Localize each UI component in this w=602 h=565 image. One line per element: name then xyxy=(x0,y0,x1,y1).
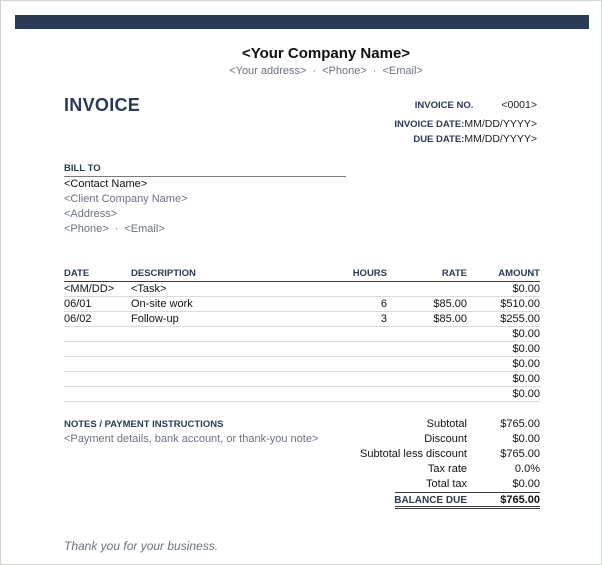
table-row xyxy=(64,297,540,312)
header-rate: RATE xyxy=(441,268,467,279)
due-date-label: DUE DATE: xyxy=(413,134,465,145)
bill-to-client-company: <Client Company Name> xyxy=(64,193,188,205)
bill-to-divider xyxy=(64,176,346,177)
table-row xyxy=(64,387,540,402)
row-hours: 6 xyxy=(380,298,387,310)
company-email: <Email> xyxy=(382,65,423,77)
row-date: <MM/DD> xyxy=(64,283,115,295)
subtotal-less-discount-value: $765.00 xyxy=(500,448,540,460)
bill-to-phone: <Phone> xyxy=(64,223,109,235)
notes-text: <Payment details, bank account, or thank-you note> xyxy=(64,433,319,445)
company-address: <Your address> xyxy=(229,65,307,77)
due-date-value: MM/DD/YYYY> xyxy=(464,133,537,145)
row-description: On-site work xyxy=(131,298,193,310)
table-row xyxy=(64,282,540,297)
totals-block xyxy=(331,417,540,509)
row-amount: $0.00 xyxy=(512,358,540,370)
table-row xyxy=(64,327,540,342)
bill-to-title: BILL TO xyxy=(64,163,101,174)
tax-rate-label: Tax rate xyxy=(427,463,467,475)
row-description: <Task> xyxy=(131,283,167,295)
invoice-date-label: INVOICE DATE: xyxy=(394,119,465,130)
bill-to-contact xyxy=(64,223,165,235)
invoice-number-label: INVOICE NO. xyxy=(414,100,474,111)
header-hours: HOURS xyxy=(352,268,387,279)
discount-label: Discount xyxy=(424,433,467,445)
balance-due-value: $765.00 xyxy=(500,494,540,506)
discount-row xyxy=(331,432,540,447)
balance-due-label: BALANCE DUE xyxy=(394,495,467,506)
row-hours: 3 xyxy=(380,313,387,325)
subtotal-value: $765.00 xyxy=(500,418,540,430)
separator: · xyxy=(114,223,119,235)
row-date: 06/01 xyxy=(64,298,92,310)
row-amount: $510.00 xyxy=(500,298,540,310)
row-amount: $0.00 xyxy=(512,328,540,340)
subtotal-less-discount-label: Subtotal less discount xyxy=(359,448,467,460)
row-description: Follow-up xyxy=(131,313,179,325)
row-amount: $255.00 xyxy=(500,313,540,325)
total-tax-label: Total tax xyxy=(426,478,467,490)
table-row xyxy=(64,372,540,387)
header-description: DESCRIPTION xyxy=(131,268,196,279)
thank-you-note: Thank you for your business. xyxy=(64,539,219,553)
row-rate: $85.00 xyxy=(433,313,467,325)
header-date: DATE xyxy=(64,268,90,279)
invoice-number-value: <0001> xyxy=(501,99,537,111)
invoice-date-value: MM/DD/YYYY> xyxy=(464,118,537,130)
balance-due-row xyxy=(395,492,540,509)
invoice-date xyxy=(394,118,537,130)
due-date xyxy=(413,133,537,145)
subtotal-row xyxy=(331,417,540,432)
table-header xyxy=(64,267,540,282)
bill-to-contact-name: <Contact Name> xyxy=(64,178,148,190)
separator: · xyxy=(372,65,377,77)
header-amount: AMOUNT xyxy=(498,268,540,279)
row-date: 06/02 xyxy=(64,313,92,325)
company-phone: <Phone> xyxy=(322,65,367,77)
tax-rate-row xyxy=(331,462,540,477)
table-row xyxy=(64,357,540,372)
table-row xyxy=(64,312,540,327)
total-tax-value: $0.00 xyxy=(512,478,540,490)
header-bar xyxy=(15,15,589,29)
row-amount: $0.00 xyxy=(512,388,540,400)
company-name: <Your Company Name> xyxy=(241,45,411,62)
bill-to-email: <Email> xyxy=(124,223,165,235)
subtotal-less-discount-row xyxy=(331,447,540,462)
separator: · xyxy=(312,65,317,77)
notes-title: NOTES / PAYMENT INSTRUCTIONS xyxy=(64,419,224,430)
tax-rate-value: 0.0% xyxy=(514,463,540,475)
invoice-title: INVOICE xyxy=(64,95,141,115)
line-items-table xyxy=(64,267,540,402)
discount-value: $0.00 xyxy=(512,433,540,445)
subtotal-label: Subtotal xyxy=(426,418,467,430)
total-tax-row xyxy=(331,477,540,492)
invoice-number xyxy=(415,99,537,111)
row-amount: $0.00 xyxy=(512,343,540,355)
row-rate: $85.00 xyxy=(433,298,467,310)
table-row xyxy=(64,342,540,357)
company-contact xyxy=(1,65,602,77)
row-amount: $0.00 xyxy=(512,283,540,295)
row-amount: $0.00 xyxy=(512,373,540,385)
bill-to-address: <Address> xyxy=(64,208,118,220)
